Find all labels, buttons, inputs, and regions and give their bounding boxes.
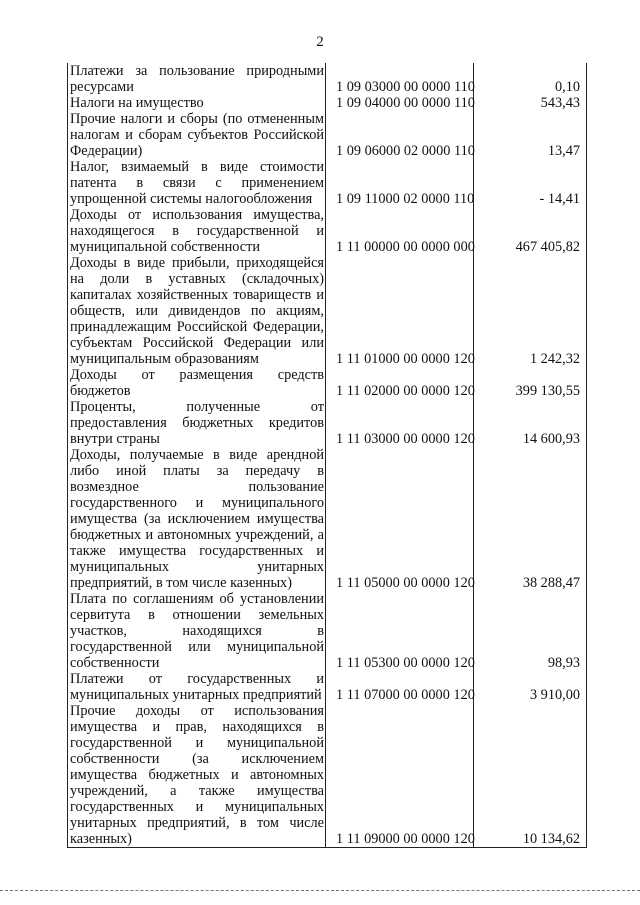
row-name-cell: Прочие доходы от использования имущества и прав, находящихся в государственной и муниципальной собственности (за исключением имущества бюджетных и автономных учреждений, а также имущества государственных и муниципальных унитарных предприятий, в том числе казенных) <box>68 703 326 848</box>
row-code-cell: 1 11 07000 00 0000 120 <box>326 671 474 703</box>
row-amount-cell: 98,93 <box>474 591 587 671</box>
row-amount-cell: 543,43 <box>474 95 587 111</box>
row-code-cell: 1 11 01000 00 0000 120 <box>326 255 474 367</box>
row-code-cell: 1 09 04000 00 0000 110 <box>326 95 474 111</box>
row-amount-cell: 1 242,32 <box>474 255 587 367</box>
row-amount-cell: 14 600,93 <box>474 399 587 447</box>
row-code-cell: 1 09 11000 02 0000 110 <box>326 159 474 207</box>
row-amount-cell: 467 405,82 <box>474 207 587 255</box>
table-row <box>68 367 587 399</box>
table-row <box>68 399 587 447</box>
row-name-cell: Доходы, получаемые в виде арендной либо иной платы за передачу в возмездное пользование государственного и муниципального имущества (за исключением имущества бюджетных и автономных учреждений, а также имущества государственных и муниципальных унитарных предприятий, в том числе казенных) <box>68 447 326 591</box>
table-row <box>68 111 587 159</box>
table-row <box>68 255 587 367</box>
row-amount-cell: 38 288,47 <box>474 447 587 591</box>
row-code-cell: 1 11 02000 00 0000 120 <box>326 367 474 399</box>
row-name-cell: Проценты, полученные от предоставления бюджетных кредитов внутри страны <box>68 399 326 447</box>
row-name-cell: Налоги на имущество <box>68 95 326 111</box>
row-amount-cell: 10 134,62 <box>474 703 587 848</box>
row-amount-cell: 13,47 <box>474 111 587 159</box>
row-name-cell: Плата по соглашениям об установлении сервитута в отношении земельных участков, находящихся в государственной или муниципальной собственности <box>68 591 326 671</box>
row-name-cell: Налог, взимаемый в виде стоимости патента в связи с применением упрощенной системы налогообложения <box>68 159 326 207</box>
row-name-cell: Доходы от использования имущества, находящегося в государственной и муниципальной собственности <box>68 207 326 255</box>
table-row <box>68 207 587 255</box>
row-name-cell: Прочие налоги и сборы (по отмененным налогам и сборам субъектов Российской Федерации) <box>68 111 326 159</box>
row-amount-cell: 3 910,00 <box>474 671 587 703</box>
revenue-table <box>67 63 587 848</box>
row-code-cell: 1 11 03000 00 0000 120 <box>326 399 474 447</box>
row-name-cell: Доходы в виде прибыли, приходящейся на доли в уставных (складочных) капиталах хозяйственных товариществ и обществ, или дивидендов по акциям, принадлежащим Российской Федерации, субъектам Российской Федерации или муниципальным образованиям <box>68 255 326 367</box>
row-amount-cell: 399 130,55 <box>474 367 587 399</box>
page-bottom-rule <box>0 890 640 891</box>
table-row <box>68 63 587 95</box>
row-name-cell: Платежи от государственных и муниципальных унитарных предприятий <box>68 671 326 703</box>
table-row <box>68 703 587 848</box>
row-code-cell: 1 11 09000 00 0000 120 <box>326 703 474 848</box>
row-amount-cell: - 14,41 <box>474 159 587 207</box>
row-code-cell: 1 11 05300 00 0000 120 <box>326 591 474 671</box>
table-row <box>68 447 587 591</box>
row-code-cell: 1 09 06000 02 0000 110 <box>326 111 474 159</box>
table-row <box>68 671 587 703</box>
row-name-cell: Платежи за пользование природными ресурсами <box>68 63 326 95</box>
row-code-cell: 1 11 05000 00 0000 120 <box>326 447 474 591</box>
table-row <box>68 591 587 671</box>
table-row <box>68 159 587 207</box>
row-code-cell: 1 11 00000 00 0000 000 <box>326 207 474 255</box>
row-name-cell: Доходы от размещения средств бюджетов <box>68 367 326 399</box>
row-amount-cell: 0,10 <box>474 63 587 95</box>
table-row <box>68 95 587 111</box>
row-code-cell: 1 09 03000 00 0000 110 <box>326 63 474 95</box>
page-number: 2 <box>316 34 324 50</box>
